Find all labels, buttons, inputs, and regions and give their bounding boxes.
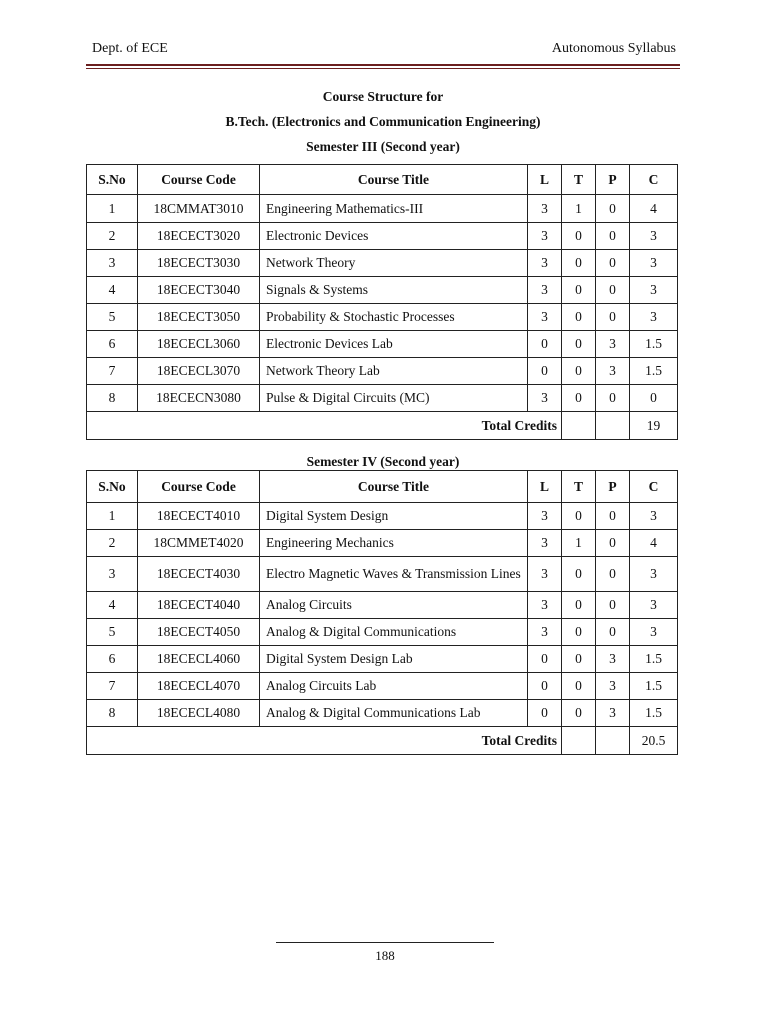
col-p: P: [596, 471, 630, 503]
cell-code: 18ECECL4070: [138, 673, 260, 700]
cell-sno: 1: [87, 195, 138, 223]
table-row: [87, 385, 678, 412]
cell-code: 18ECECL4080: [138, 700, 260, 727]
table-row: [87, 592, 678, 619]
cell-c: 1.5: [630, 673, 678, 700]
cell-title: Engineering Mechanics: [260, 530, 528, 557]
table-row: [87, 700, 678, 727]
cell-l: 0: [528, 646, 562, 673]
cell-code: 18ECECL3070: [138, 358, 260, 385]
cell-l: 3: [528, 385, 562, 412]
cell-p: 3: [596, 646, 630, 673]
cell-c: 1.5: [630, 646, 678, 673]
cell-p: 0: [596, 557, 630, 592]
cell-l: 0: [528, 358, 562, 385]
table-row: [87, 673, 678, 700]
cell-code: 18ECECT4050: [138, 619, 260, 646]
cell-p: 3: [596, 700, 630, 727]
cell-t: 0: [562, 700, 596, 727]
col-t: T: [562, 471, 596, 503]
cell-sno: 2: [87, 530, 138, 557]
cell-title: Electronic Devices: [260, 223, 528, 250]
cell-title: Network Theory: [260, 250, 528, 277]
table-row: [87, 223, 678, 250]
sem3-heading: Semester III (Second year): [306, 139, 460, 154]
cell-sno: 3: [87, 250, 138, 277]
cell-sno: 2: [87, 223, 138, 250]
cell-c: 3: [630, 223, 678, 250]
sem3-rows: [87, 195, 678, 412]
cell-c: 1.5: [630, 358, 678, 385]
col-title: Course Title: [260, 165, 528, 195]
cell-l: 0: [528, 331, 562, 358]
cell-c: 1.5: [630, 700, 678, 727]
table-row: [87, 195, 678, 223]
col-c: C: [630, 165, 678, 195]
cell-title: Electro Magnetic Waves & Transmission Lines: [260, 557, 528, 592]
cell-t: 0: [562, 646, 596, 673]
cell-t: 0: [562, 619, 596, 646]
cell-p: 0: [596, 530, 630, 557]
program-title: B.Tech. (Electronics and Communication Engineering): [225, 114, 541, 129]
cell-c: 3: [630, 503, 678, 530]
header-rule-thick: [86, 64, 680, 66]
cell-c: 3: [630, 619, 678, 646]
table-row: [87, 304, 678, 331]
sem4-rows: [87, 503, 678, 727]
cell-code: 18ECECL3060: [138, 331, 260, 358]
cell-title: Analog Circuits Lab: [260, 673, 528, 700]
page-number: 188: [375, 948, 395, 963]
col-title: Course Title: [260, 471, 528, 503]
total-empty-p: [596, 412, 630, 440]
cell-c: 4: [630, 530, 678, 557]
cell-sno: 7: [87, 673, 138, 700]
col-code: Course Code: [138, 165, 260, 195]
cell-title: Probability & Stochastic Processes: [260, 304, 528, 331]
cell-l: 0: [528, 673, 562, 700]
total-empty-t: [562, 727, 596, 755]
table-row: [87, 557, 678, 592]
total-label: Total Credits: [87, 727, 562, 755]
table-row: [87, 619, 678, 646]
table-row: [87, 503, 678, 530]
cell-c: 3: [630, 592, 678, 619]
cell-l: 3: [528, 530, 562, 557]
table-row: [87, 358, 678, 385]
col-l: L: [528, 471, 562, 503]
cell-title: Analog Circuits: [260, 592, 528, 619]
cell-c: 0: [630, 385, 678, 412]
cell-p: 0: [596, 223, 630, 250]
col-c: C: [630, 471, 678, 503]
cell-p: 0: [596, 250, 630, 277]
cell-l: 3: [528, 557, 562, 592]
cell-p: 0: [596, 619, 630, 646]
cell-code: 18ECECT4010: [138, 503, 260, 530]
cell-t: 0: [562, 250, 596, 277]
cell-t: 0: [562, 304, 596, 331]
cell-p: 3: [596, 358, 630, 385]
cell-sno: 7: [87, 358, 138, 385]
cell-code: 18ECECT3040: [138, 277, 260, 304]
cell-c: 4: [630, 195, 678, 223]
cell-title: Digital System Design: [260, 503, 528, 530]
cell-sno: 5: [87, 304, 138, 331]
table-row: [87, 250, 678, 277]
cell-t: 0: [562, 331, 596, 358]
cell-sno: 4: [87, 277, 138, 304]
cell-sno: 4: [87, 592, 138, 619]
cell-title: Signals & Systems: [260, 277, 528, 304]
cell-l: 3: [528, 503, 562, 530]
cell-l: 3: [528, 619, 562, 646]
col-sno: S.No: [87, 165, 138, 195]
col-p: P: [596, 165, 630, 195]
cell-sno: 8: [87, 700, 138, 727]
cell-code: 18ECECT4040: [138, 592, 260, 619]
total-row: [87, 727, 678, 755]
cell-title: Electronic Devices Lab: [260, 331, 528, 358]
cell-code: 18ECECT3050: [138, 304, 260, 331]
table-row: [87, 646, 678, 673]
total-empty-t: [562, 412, 596, 440]
cell-t: 0: [562, 358, 596, 385]
col-sno: S.No: [87, 471, 138, 503]
cell-sno: 3: [87, 557, 138, 592]
cell-t: 0: [562, 557, 596, 592]
cell-title: Engineering Mathematics-III: [260, 195, 528, 223]
cell-c: 3: [630, 250, 678, 277]
cell-p: 0: [596, 503, 630, 530]
cell-title: Pulse & Digital Circuits (MC): [260, 385, 528, 412]
cell-p: 0: [596, 277, 630, 304]
cell-sno: 1: [87, 503, 138, 530]
cell-t: 0: [562, 385, 596, 412]
cell-sno: 5: [87, 619, 138, 646]
cell-code: 18ECECT3030: [138, 250, 260, 277]
cell-l: 0: [528, 700, 562, 727]
col-l: L: [528, 165, 562, 195]
cell-l: 3: [528, 304, 562, 331]
table-row: [87, 530, 678, 557]
cell-title: Digital System Design Lab: [260, 646, 528, 673]
cell-t: 0: [562, 503, 596, 530]
sem4-heading: Semester IV (Second year): [306, 454, 460, 469]
header-rule-thin: [86, 68, 680, 69]
cell-code: 18ECECL4060: [138, 646, 260, 673]
cell-sno: 6: [87, 331, 138, 358]
page-header: [92, 41, 676, 61]
cell-p: 0: [596, 195, 630, 223]
cell-c: 3: [630, 304, 678, 331]
cell-l: 3: [528, 195, 562, 223]
cell-c: 1.5: [630, 331, 678, 358]
cell-t: 1: [562, 530, 596, 557]
cell-l: 3: [528, 592, 562, 619]
total-credits: 20.5: [630, 727, 678, 755]
sem4-course-table: [86, 470, 678, 755]
col-code: Course Code: [138, 471, 260, 503]
cell-p: 3: [596, 673, 630, 700]
total-empty-p: [596, 727, 630, 755]
cell-c: 3: [630, 557, 678, 592]
cell-code: 18ECECT3020: [138, 223, 260, 250]
cell-p: 0: [596, 385, 630, 412]
cell-p: 0: [596, 304, 630, 331]
cell-l: 3: [528, 277, 562, 304]
syllabus-label: Autonomous Syllabus: [551, 41, 676, 56]
cell-sno: 8: [87, 385, 138, 412]
cell-l: 3: [528, 250, 562, 277]
cell-l: 3: [528, 223, 562, 250]
table-header-row: [87, 165, 678, 195]
cell-c: 3: [630, 277, 678, 304]
cell-title: Analog & Digital Communications Lab: [260, 700, 528, 727]
cell-t: 0: [562, 592, 596, 619]
cell-code: 18CMMAT3010: [138, 195, 260, 223]
col-t: T: [562, 165, 596, 195]
cell-sno: 6: [87, 646, 138, 673]
cell-t: 0: [562, 673, 596, 700]
cell-t: 0: [562, 277, 596, 304]
cell-t: 1: [562, 195, 596, 223]
doc-title: Course Structure for: [322, 89, 444, 104]
table-row: [87, 331, 678, 358]
cell-p: 0: [596, 592, 630, 619]
cell-t: 0: [562, 223, 596, 250]
cell-title: Network Theory Lab: [260, 358, 528, 385]
cell-p: 3: [596, 331, 630, 358]
department-label: Dept. of ECE: [92, 41, 168, 56]
cell-title: Analog & Digital Communications: [260, 619, 528, 646]
cell-code: 18CMMET4020: [138, 530, 260, 557]
total-label: Total Credits: [87, 412, 562, 440]
total-credits: 19: [630, 412, 678, 440]
footer-rule: [276, 942, 494, 943]
cell-code: 18ECECT4030: [138, 557, 260, 592]
table-header-row: [87, 471, 678, 503]
table-row: [87, 277, 678, 304]
sem3-course-table: [86, 164, 678, 440]
total-row: [87, 412, 678, 440]
cell-code: 18ECECN3080: [138, 385, 260, 412]
